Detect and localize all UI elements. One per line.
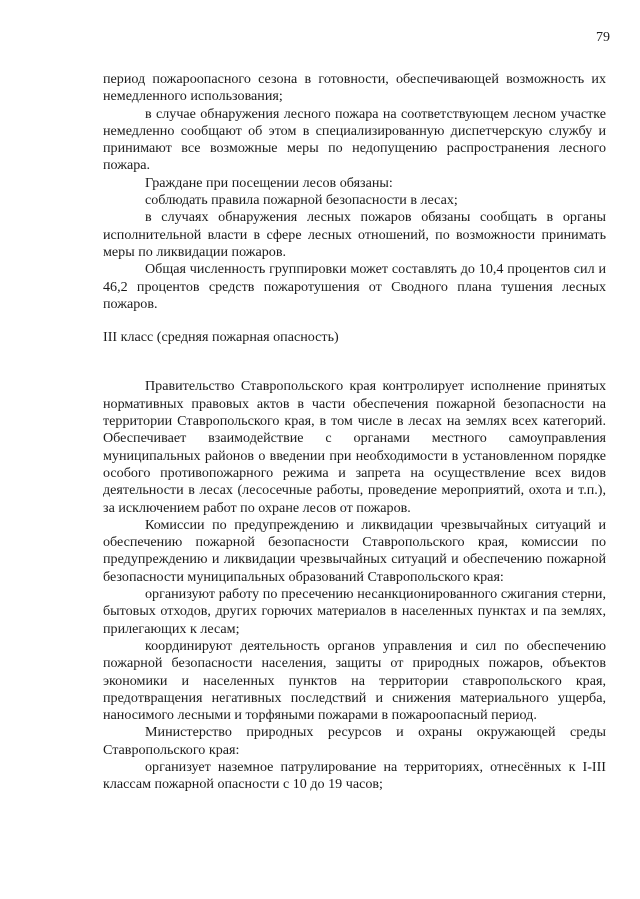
paragraph: Комиссии по предупреждению и ликвидации чрезвычайных ситуаций и обеспечению пожарной безопасности Ставропольского края, комиссии по предупреждению и ликвидации чрезвычайных ситуаций и обеспечению пожарной безопасности муниципальных образований Ставропольского края: <box>103 516 606 585</box>
paragraph: в случаях обнаружения лесных пожаров обязаны сообщать в органы исполнительной власти в сфере лесных отношений, по возможности принимать меры по ликвидации пожаров. <box>103 209 606 260</box>
paragraph: организует наземное патрулирование на территориях, отнесённых к I-III классам пожарной опасности с 10 до 19 часов; <box>103 758 606 793</box>
section-heading: III класс (средняя пожарная опасность) <box>103 329 339 346</box>
document-body <box>103 71 606 794</box>
paragraph: Правительство Ставропольского края контролирует исполнение принятых нормативных правовых актов в части обеспечения пожарной безопасности на территории Ставропольского края, в том числе в лесах на землях всех категорий. Обеспечивает взаимодействие с органами местного самоуправления муниципальных районов о введении при необходимости в установленном порядке особого противопожарного режима и запрета на осуществление всех видов деятельности в лесах (лесосечные работы, проведение мероприятий, охота и т.п.), за исключением работ по охране лесов от пожаров. <box>103 378 606 516</box>
paragraph: соблюдать правила пожарной безопасности в лесах; <box>145 192 458 209</box>
paragraph: период пожароопасного сезона в готовности, обеспечивающей возможность их немедленного использования; <box>103 71 606 105</box>
page-number: 79 <box>596 30 610 45</box>
paragraph: Министерство природных ресурсов и охраны окружающей среды Ставропольского края: <box>103 724 606 758</box>
paragraph: Общая численность группировки может составлять до 10,4 процентов сил и 46,2 процентов средств пожаротушения от Сводного плана тушения лесных пожаров. <box>103 261 606 312</box>
paragraph: Граждане при посещении лесов обязаны: <box>145 174 393 191</box>
paragraph: в случае обнаружения лесного пожара на соответствующем лесном участке немедленно сообщают об этом в специализированную диспетчерскую службу и принимают все возможные меры по недопущению распространения лесного пожара. <box>103 105 606 174</box>
paragraph: организуют работу по пресечению несанкционированного сжигания стерни, бытовых отходов, других горючих материалов в населенных пунктах и па землях, прилегающих к лесам; <box>103 586 606 637</box>
paragraph: координируют деятельность органов управления и сил по обеспечению пожарной безопасности населения, защиты от природных пожаров, объектов экономики и населенных пунктов на территории ставропольского края, предотвращения негативных последствий и снижения материального ущерба, наносимого лесными и торфяными пожарами в пожароопасный период. <box>103 637 606 724</box>
